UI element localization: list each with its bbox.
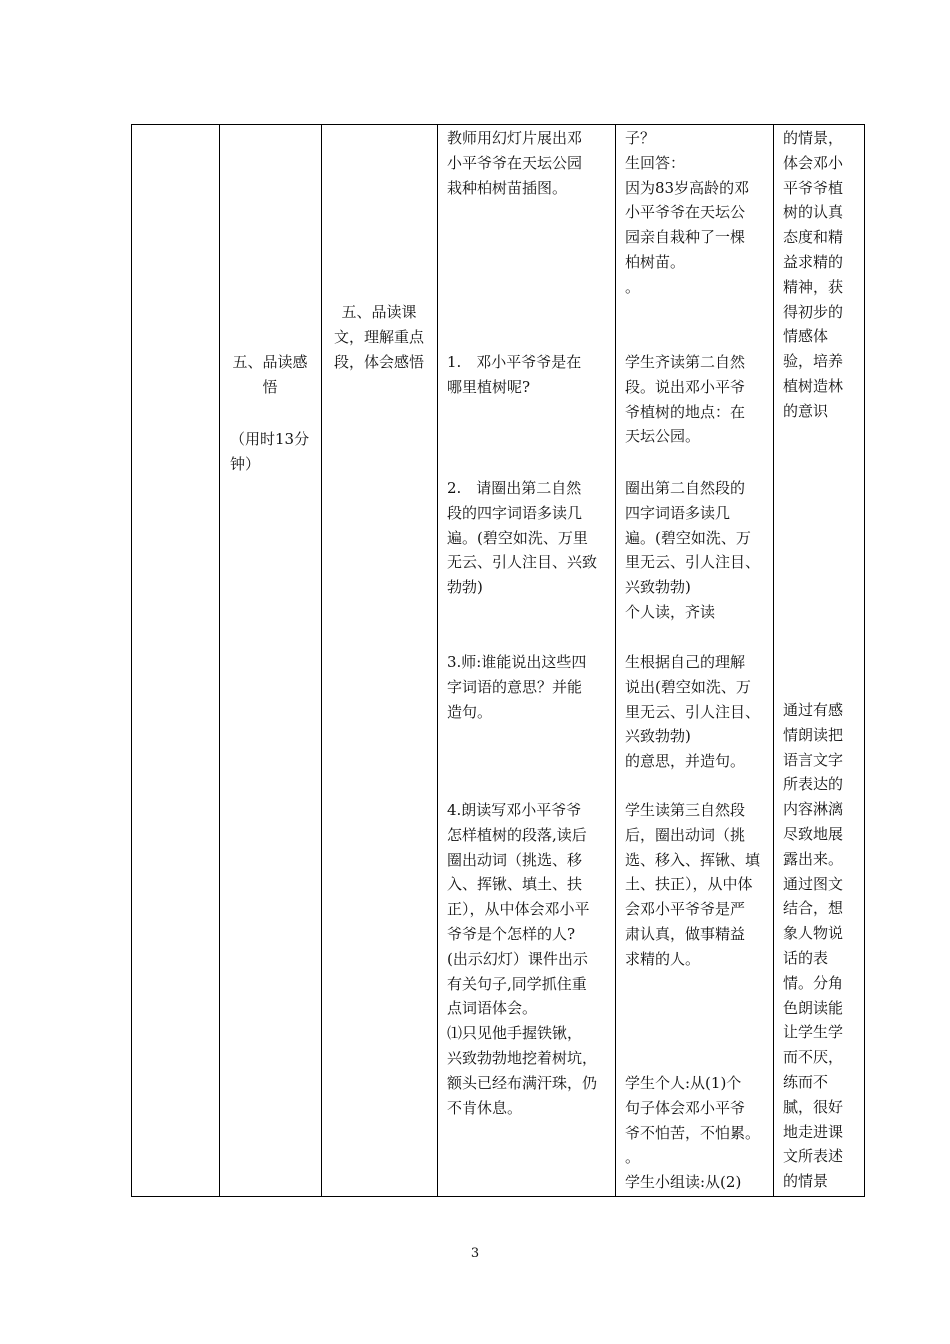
stage-time-line1: （用时13分 bbox=[230, 430, 310, 448]
column-teacher-activity bbox=[437, 125, 615, 1196]
teacher-question-2: 2. 请圈出第二自然 段的四字词语多读几 遍。(碧空如洗、万里 无云、引人注目、兴致 勃勃) bbox=[447, 479, 598, 597]
student-answer-4: 学生读第三自然段 后，圈出动词（挑 选、移入、挥锹、填 土、扶正），从中体 会邓小平爷爷是严 肃认真，做事精益 求精的人。 bbox=[625, 801, 761, 968]
student-answer-1: 学生齐读第二自然 段。说出邓小平爷 爷植树的地点：在 天坛公园。 bbox=[625, 353, 746, 446]
goal-line3: 段，体会感悟 bbox=[333, 353, 424, 371]
teacher-question-4: 4.朗读写邓小平爷爷 怎样植树的段落,读后 圈出动词（挑选、移 入、挥锹、填土、扶 正），从中体会邓小平 爷爷是个怎样的人? (出示幻灯）课件出示 有关句子,同学抓住重 点词语体会。 ⑴只见他手握铁锹， 兴致勃勃地挖着树坑， 额头已经布满汗珠，仍 不肯休息。 bbox=[447, 801, 598, 1117]
column-goal bbox=[321, 125, 437, 1196]
student-answer-0: 子？ 生回答： 因为83岁高龄的邓 小平爷爷在天坛公 园亲自栽种了一棵 柏树苗。 。 bbox=[625, 129, 750, 296]
student-answer-2: 圈出第二自然段的 四字词语多读几 遍。(碧空如洗、万 里无云、引人注目、 兴致勃勃) 个人读，齐读 bbox=[625, 479, 761, 621]
teacher-question-3: 3.师:谁能说出这些四 字词语的意思？并能 造句。 bbox=[447, 653, 587, 721]
stage-title-line2: 悟 bbox=[262, 378, 278, 396]
student-answer-3: 生根据自己的理解 说出(碧空如洗、万 里无云、引人注目、 兴致勃勃) 的意思，并造句。 bbox=[625, 653, 761, 771]
goal-line2: 文，理解重点 bbox=[333, 328, 424, 346]
intent-paragraph-1: 的情景， 体会邓小 平爷爷植 树的认真 态度和精 益求精的 精神，获 得初步的 情感体 验，培养 植树造林 的意识 bbox=[783, 129, 844, 420]
goal-line1: 五、品读课 bbox=[341, 303, 417, 321]
stage-title-line1: 五、品读感 bbox=[232, 353, 308, 371]
intent-paragraph-2: 通过有感 情朗读把 语言文字 所表达的 内容淋漓 尽致地展 露出来。 通过图文 结合，想 象人物说 话的表 情。分角 色朗读能 让学生学 而不厌， 练而不 腻，很好 地走进课 文所表述 的情景 bbox=[783, 701, 844, 1191]
column-stage bbox=[219, 125, 321, 1196]
column-design-intent bbox=[773, 125, 864, 1196]
column-empty bbox=[132, 125, 219, 1196]
teacher-intro: 教师用幻灯片展出邓 小平爷爷在天坛公园 栽种柏树苗插图。 bbox=[447, 129, 583, 197]
page-number: 3 bbox=[470, 1246, 480, 1261]
column-student-activity bbox=[615, 125, 773, 1196]
student-answer-5: 学生个人:从(1)个 句子体会邓小平爷 爷不怕苦，不怕累。 。 学生小组读:从(2) bbox=[625, 1074, 761, 1192]
teacher-question-1: 1. 邓小平爷爷是在 哪里植树呢? bbox=[447, 353, 582, 396]
stage-time-line2: 钟） bbox=[230, 455, 261, 473]
lesson-plan-table bbox=[131, 124, 865, 1197]
